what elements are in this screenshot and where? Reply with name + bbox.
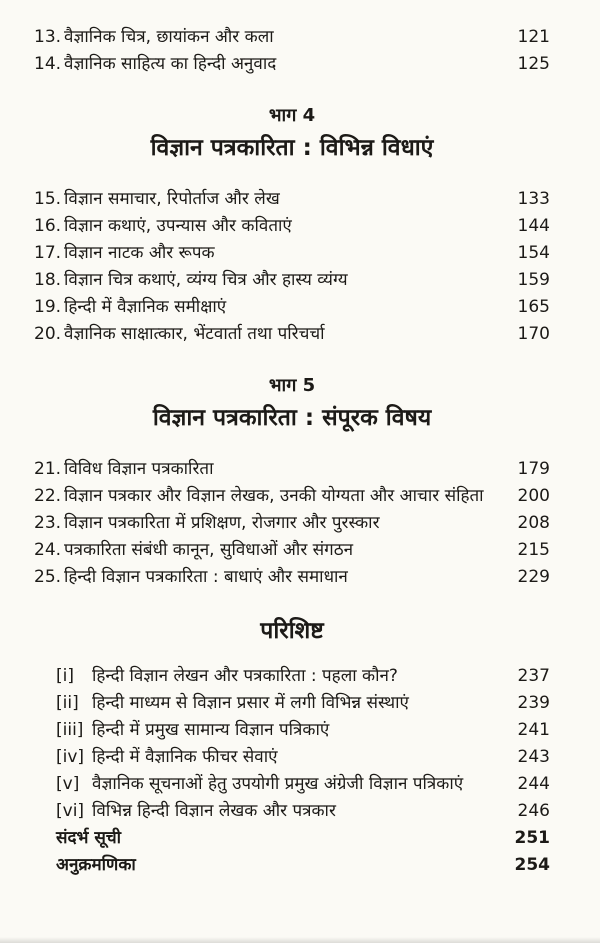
entry-page: 200 [517, 486, 550, 506]
toc-entry [34, 483, 550, 510]
appendix-entry [56, 663, 550, 690]
entry-page: 125 [517, 54, 550, 74]
entry-title: विज्ञान नाटक और रूपक [64, 243, 215, 263]
appendix-title: परिशिष्ट [260, 618, 324, 644]
entry-page: 208 [517, 513, 550, 533]
entry-number: [v] [56, 774, 80, 794]
entry-page: 215 [517, 540, 550, 560]
entry-title: अनुक्रमणिका [56, 855, 136, 875]
toc-entry [34, 564, 550, 591]
entry-page: 144 [517, 216, 550, 236]
entry-number: 18. [34, 270, 62, 290]
appendix-section [34, 615, 550, 879]
index-entry [56, 852, 550, 879]
toc-entry [34, 321, 550, 348]
appendix-entry [56, 798, 550, 825]
toc-entry [34, 510, 550, 537]
entry-title: विज्ञान चित्र कथाएं, व्यंग्य चित्र और हास्य व्यंग्य [64, 270, 348, 290]
appendix-entry [56, 771, 550, 798]
entry-page: 241 [517, 720, 550, 740]
entry-number: [i] [56, 666, 74, 686]
toc-entry [34, 294, 550, 321]
entry-number: 23. [34, 513, 62, 533]
entry-page: 237 [517, 666, 550, 686]
entry-page: 170 [517, 324, 550, 344]
entry-number: [iv] [56, 747, 85, 767]
entry-title: संदर्भ सूची [56, 828, 122, 848]
appendix-entry [56, 690, 550, 717]
toc-entry [34, 213, 550, 240]
entry-title: विज्ञान समाचार, रिपोर्ताज और लेख [64, 189, 280, 209]
part-label: भाग 5 [268, 375, 316, 396]
entry-number: 24. [34, 540, 62, 560]
entry-page: 179 [517, 459, 550, 479]
entry-title: विज्ञान पत्रकारिता में प्रशिक्षण, रोजगार और पुरस्कार [64, 513, 380, 533]
entry-number: 21. [34, 459, 62, 479]
entry-title: हिन्दी विज्ञान पत्रकारिता : बाधाएं और समाधान [64, 567, 348, 587]
toc-entry [34, 186, 550, 213]
entry-page: 246 [517, 801, 550, 821]
entry-page: 251 [514, 828, 550, 848]
entry-title: वैज्ञानिक सूचनाओं हेतु उपयोगी प्रमुख अंग्रेजी विज्ञान पत्रिकाएं [92, 774, 464, 794]
entry-page: 154 [517, 243, 550, 263]
entry-number: [ii] [56, 693, 79, 713]
entry-title: विविध विज्ञान पत्रकारिता [64, 459, 214, 479]
entry-number: 20. [34, 324, 62, 344]
entry-number: 19. [34, 297, 62, 317]
part-label: भाग 4 [268, 105, 316, 126]
entry-number: 15. [34, 189, 62, 209]
entry-number: 17. [34, 243, 62, 263]
appendix-entry [56, 717, 550, 744]
entry-title: हिन्दी में वैज्ञानिक समीक्षाएं [64, 297, 227, 317]
entry-page: 243 [517, 747, 550, 767]
toc-entry [34, 267, 550, 294]
entry-page: 229 [517, 567, 550, 587]
entry-page: 239 [517, 693, 550, 713]
part-title: विज्ञान पत्रकारिता : संपूरक विषय [152, 405, 432, 431]
entry-page: 244 [517, 774, 550, 794]
toc-entry [34, 537, 550, 564]
entry-title: वैज्ञानिक साक्षात्कार, भेंटवार्ता तथा परिचर्चा [64, 324, 325, 344]
entry-page: 159 [517, 270, 550, 290]
entry-title: विभिन्न हिन्दी विज्ञान लेखक और पत्रकार [92, 801, 336, 821]
entry-title: हिन्दी में वैज्ञानिक फीचर सेवाएं [92, 747, 278, 767]
entry-page: 165 [517, 297, 550, 317]
entry-title: हिन्दी में प्रमुख सामान्य विज्ञान पत्रिकाएं [92, 720, 330, 740]
toc-entry [34, 456, 550, 483]
entry-page: 254 [514, 855, 550, 875]
toc-entry [34, 24, 550, 51]
entry-number: [iii] [56, 720, 84, 740]
entry-title: हिन्दी विज्ञान लेखन और पत्रकारिता : पहला कौन? [92, 666, 398, 686]
entry-page: 133 [517, 189, 550, 209]
entry-number: 25. [34, 567, 62, 587]
entry-number: 22. [34, 486, 62, 506]
references-entry [56, 825, 550, 852]
entry-number: 16. [34, 216, 62, 236]
entry-title: वैज्ञानिक साहित्य का हिन्दी अनुवाद [64, 54, 277, 74]
entry-title: पत्रकारिता संबंधी कानून, सुविधाओं और संगठन [64, 540, 354, 560]
part-title: विज्ञान पत्रकारिता : विभिन्न विधाएं [150, 135, 434, 161]
entry-title: हिन्दी माध्यम से विज्ञान प्रसार में लगी विभिन्न संस्थाएं [92, 693, 409, 713]
appendix-entry [56, 744, 550, 771]
entry-number: 14. [34, 54, 62, 74]
toc-entry [34, 240, 550, 267]
entry-number: 13. [34, 27, 62, 47]
entry-title: विज्ञान पत्रकार और विज्ञान लेखक, उनकी योग्यता और आचार संहिता [64, 486, 484, 506]
entry-title: विज्ञान कथाएं, उपन्यास और कविताएं [64, 216, 292, 236]
entry-title: वैज्ञानिक चित्र, छायांकन और कला [64, 27, 274, 47]
entry-number: [vi] [56, 801, 85, 821]
entry-page: 121 [517, 27, 550, 47]
toc-entry [34, 51, 550, 78]
